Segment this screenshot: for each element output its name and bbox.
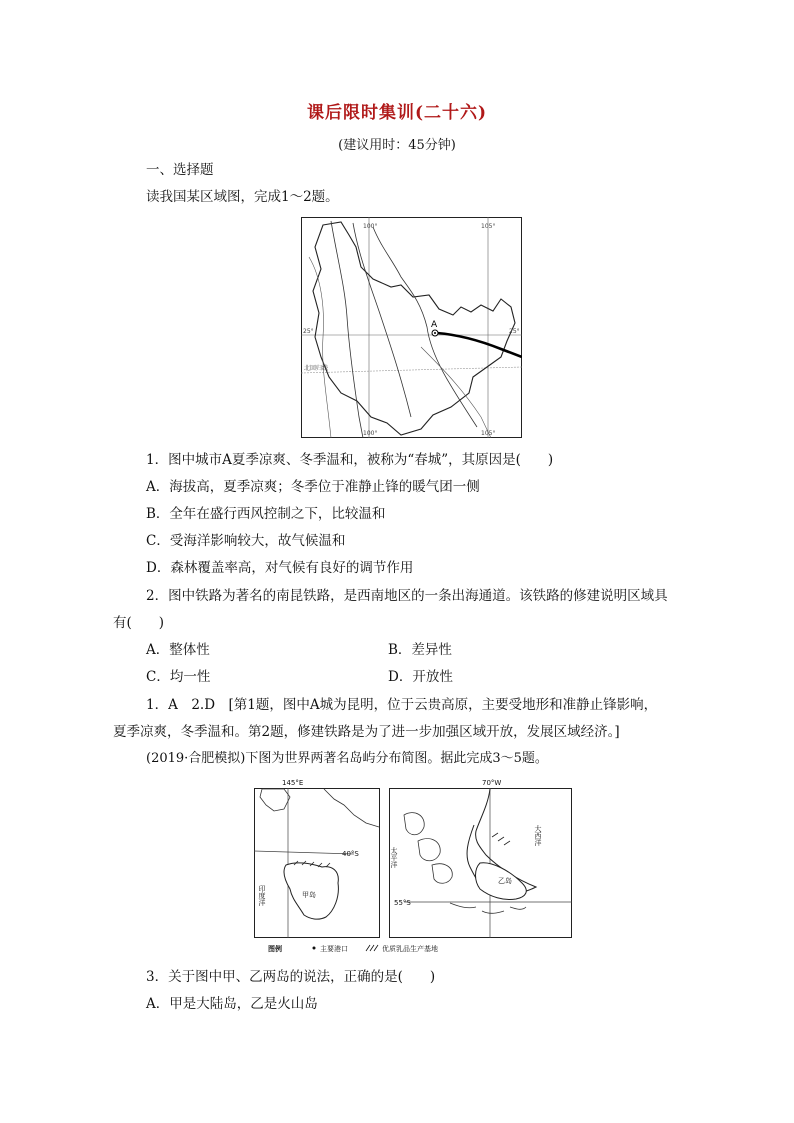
page-subtitle: (建议用时：45分钟) <box>338 138 456 153</box>
section-heading: 一、选择题 <box>146 162 214 178</box>
lat-55s-label: 55°S <box>394 899 411 907</box>
island-yi-label: 乙岛 <box>498 877 512 885</box>
lat-label-right: 25° <box>509 328 520 335</box>
q1-stem: 1．图中城市A夏季凉爽、冬季温和，被称为“春城”，其原因是( ) <box>146 452 554 468</box>
q1-option-b: B．全年在盛行西风控制之下，比较温和 <box>146 506 386 522</box>
section-intro: 读我国某区域图，完成1～2题。 <box>146 189 339 205</box>
indian-ocean-label: 印度洋 <box>258 885 266 906</box>
q1-option-c: C．受海洋影响较大，故气候温和 <box>146 533 346 549</box>
q1-option-a: A．海拔高，夏季凉爽；冬季位于准静止锋的暖气团一侧 <box>146 479 480 495</box>
lon-label-bottom-left: 100° <box>363 430 378 437</box>
lon-145e-label: 145°E <box>282 779 304 787</box>
q2-option-b: B．差异性 <box>388 642 452 658</box>
q1-option-d: D．森林覆盖率高，对气候有良好的调节作用 <box>146 560 414 576</box>
q3-stem: 3．关于图中甲、乙两岛的说法，正确的是( ) <box>146 969 436 985</box>
dairy-hatch-icon <box>366 945 378 951</box>
port-marker-icon <box>313 947 316 950</box>
q2-option-d: D．开放性 <box>388 669 453 685</box>
q2-stem-line2: 有( ) <box>113 615 165 631</box>
lon-label-top-right: 105° <box>481 223 496 230</box>
islands-map <box>254 775 572 955</box>
island-jia-label: 甲岛 <box>302 891 316 899</box>
q2-stem-line1: 2．图中铁路为著名的南昆铁路，是西南地区的一条出海通道。该铁路的修建说明区域具 <box>146 588 668 604</box>
q2-option-a: A．整体性 <box>146 642 210 658</box>
lon-label-top-left: 100° <box>363 223 378 230</box>
pacific-ocean-label: 太平洋 <box>390 847 398 868</box>
page-title: 课后限时集训(二十六) <box>306 103 488 123</box>
lat-label-left: 25° <box>303 328 314 335</box>
q2-option-c: C．均一性 <box>146 669 211 685</box>
city-a-label: A <box>431 320 438 330</box>
legend-dairy: 优质乳品生产基地 <box>382 945 438 953</box>
legend-port: 主要港口 <box>320 945 348 953</box>
tropic-label: 北回归线 <box>304 365 329 372</box>
answer-line2: 夏季凉爽，冬季温和。第2题，修建铁路是为了进一步加强区域开放，发展区域经济。] <box>113 724 620 740</box>
q3-option-a: A．甲是大陆岛，乙是火山岛 <box>146 996 318 1012</box>
answer-line1: 1．A 2.D [第1题，图中A城为昆明，位于云贵高原，主要受地形和准静止锋影响， <box>146 697 658 713</box>
lat-40s-label: 40°S <box>342 850 359 858</box>
legend-title: 图例 <box>268 945 282 953</box>
region-map <box>301 217 522 438</box>
lon-70w-label: 70°W <box>482 779 502 787</box>
atlantic-ocean-label: 大西洋 <box>534 825 542 846</box>
city-a-dot <box>434 332 436 334</box>
section2-intro: (2019·合肥模拟)下图为世界两著名岛屿分布简图。据此完成3～5题。 <box>146 751 548 766</box>
lon-label-bottom-right: 105° <box>481 430 496 437</box>
